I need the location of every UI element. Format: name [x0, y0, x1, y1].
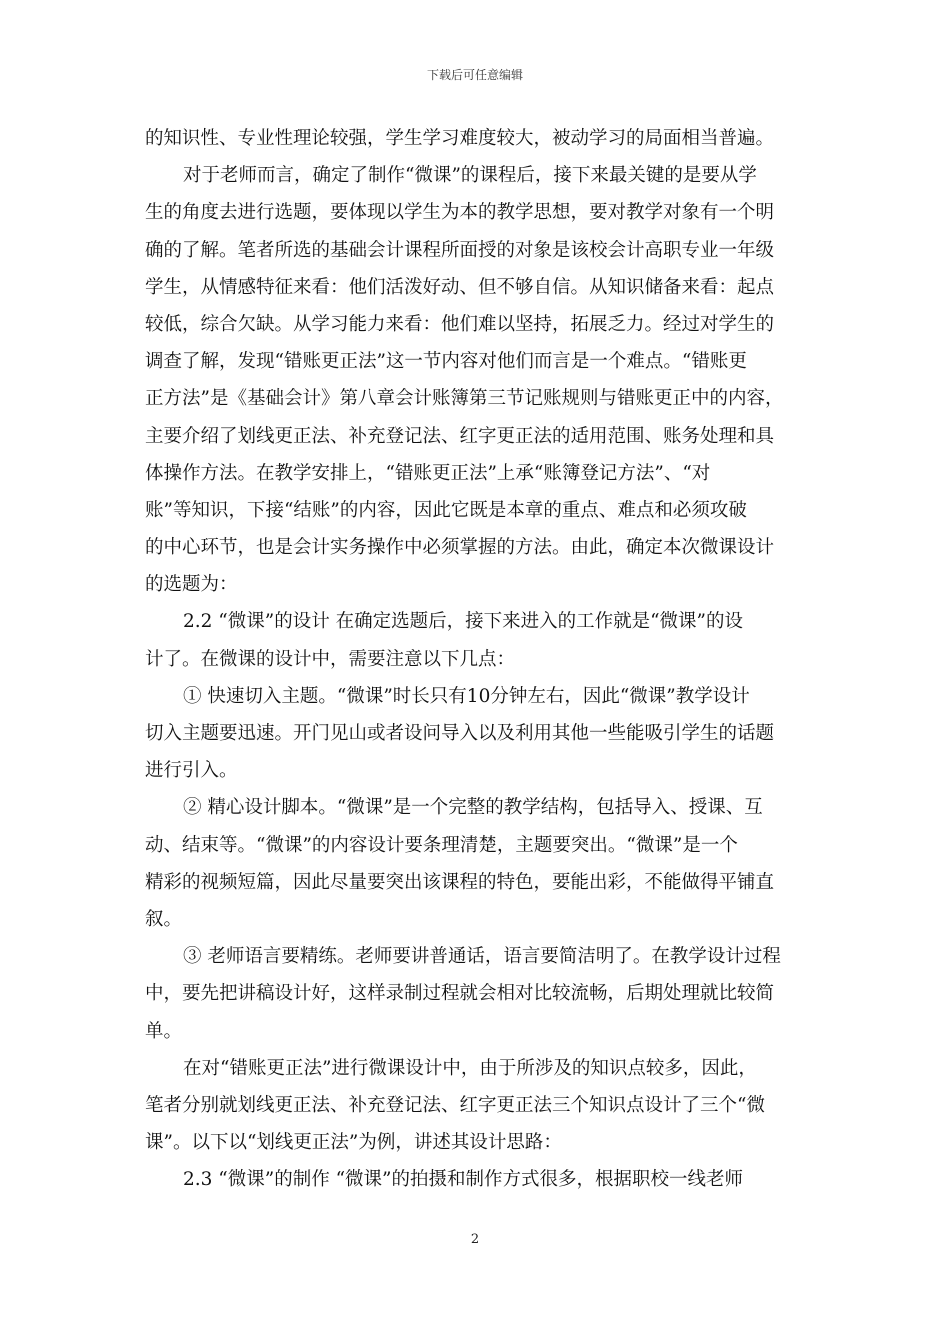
text-line: ① 快速切入主题。“微课”时长只有10分钟左右，因此“微课”教学设计	[183, 685, 750, 707]
text-line: 叙。	[145, 908, 183, 930]
text-line: 计了。在微课的设计中，需要注意以下几点：	[145, 648, 516, 670]
document-body	[145, 120, 815, 1198]
page-header: 下载后可任意编辑	[426, 68, 523, 82]
text-line: 确的了解。笔者所选的基础会计课程所面授的对象是该校会计高职专业一年级	[145, 239, 775, 261]
text-line: 中，要先把讲稿设计好，这样录制过程就会相对比较流畅，后期处理就比较简	[145, 983, 775, 1005]
text-line: 2.2 “微课”的设计 在确定选题后，接下来进入的工作就是“微课”的设	[183, 611, 744, 633]
text-line: ② 精心设计脚本。“微课”是一个完整的教学结构，包括导入、授课、互	[183, 797, 763, 819]
text-line: 课”。以下以“划线更正法”为例，讲述其设计思路：	[145, 1132, 562, 1154]
page-number: 2	[470, 1232, 480, 1247]
text-line: 笔者分别就划线更正法、补充登记法、红字更正法三个知识点设计了三个“微	[145, 1094, 765, 1116]
text-line: 精彩的视频短篇，因此尽量要突出该课程的特色，要能出彩，不能做得平铺直	[145, 871, 775, 893]
text-line: 的知识性、专业性理论较强，学生学习难度较大，被动学习的局面相当普遍。	[145, 128, 775, 149]
text-line: 进行引入。	[145, 760, 238, 782]
text-line: 切入主题要迅速。开门见山或者设问导入以及利用其他一些能吸引学生的话题	[145, 723, 775, 744]
text-line: 单。	[145, 1020, 183, 1042]
text-line: 正方法”是《基础会计》第八章会计账簿第三节记账规则与错账更正中的内容，	[145, 388, 784, 410]
text-line: 较低，综合欠缺。从学习能力来看：他们难以坚持，拓展乏力。经过对学生的	[145, 313, 775, 335]
text-line: 生的角度去进行选题，要体现以学生为本的教学思想，要对教学对象有一个明	[145, 202, 775, 224]
text-line: 账”等知识，下接“结账”的内容，因此它既是本章的重点、难点和必须攻破	[145, 499, 747, 521]
text-line: 调查了解，发现“错账更正法”这一节内容对他们而言是一个难点。“错账更	[145, 351, 747, 373]
text-line: 2.3 “微课”的制作 “微课”的拍摄和制作方式很多，根据职校一线老师	[183, 1169, 744, 1191]
text-line: 主要介绍了划线更正法、补充登记法、红字更正法的适用范围、账务处理和具	[145, 425, 775, 447]
text-line: 体操作方法。在教学安排上，“错账更正法”上承“账簿登记方法”、“对	[145, 462, 711, 484]
text-line: 在对“错账更正法”进行微课设计中，由于所涉及的知识点较多，因此，	[183, 1057, 757, 1079]
text-line: 对于老师而言，确定了制作“微课”的课程后，接下来最关键的是要从学	[183, 165, 757, 187]
text-line: ③ 老师语言要精练。老师要讲普通话，语言要简洁明了。在教学设计过程	[183, 946, 781, 968]
text-line: 学生，从情感特征来看：他们活泼好动、但不够自信。从知识储备来看：起点	[145, 276, 775, 298]
text-line: 动、结束等。“微课”的内容设计要条理清楚，主题要突出。“微课”是一个	[145, 834, 738, 856]
text-line: 的中心环节，也是会计实务操作中必须掌握的方法。由此，确定本次微课设计	[145, 537, 775, 559]
text-line: 的选题为：	[145, 574, 238, 596]
